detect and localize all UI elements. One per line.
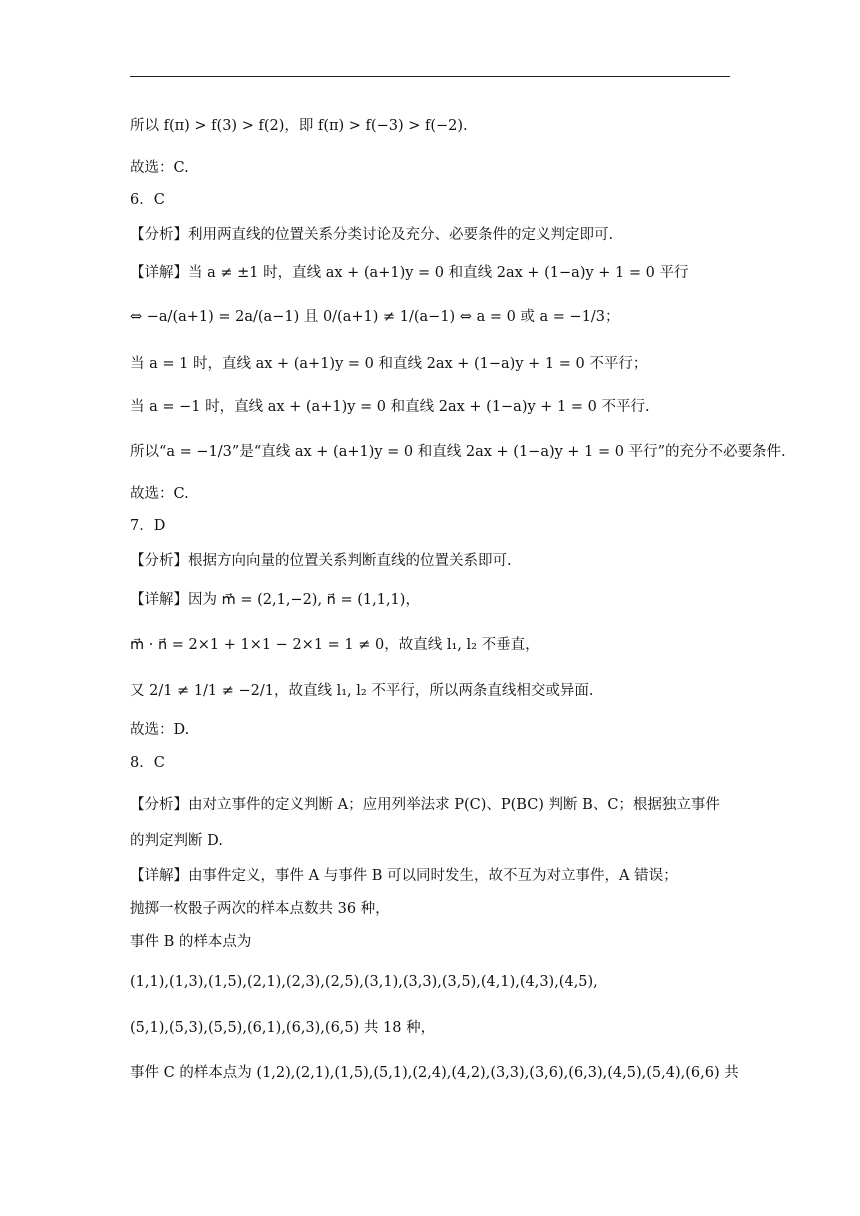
analysis-line: 的判定判断 D. — [130, 833, 223, 849]
sample-points-line: (1,1),(1,3),(1,5),(2,1),(2,3),(2,5),(3,1),(3,3),(3,5),(4,1),(4,3),(4,5), — [130, 974, 598, 990]
text-line: 所以“a = −1/3”是“直线 ax + (a+1)y = 0 和直线 2ax + (1−a)y + 1 = 0 平行”的充分不必要条件. — [130, 444, 786, 460]
question-number: 8．C — [130, 755, 165, 771]
detail-line: 【详解】当 a ≠ ±1 时，直线 ax + (a+1)y = 0 和直线 2ax + (1−a)y + 1 = 0 平行 — [130, 265, 689, 281]
detail-line: 【详解】因为 m⃗ = (2,1,−2), n⃗ = (1,1,1)， — [130, 592, 420, 608]
header-rule — [130, 76, 730, 77]
analysis-line: 【分析】利用两直线的位置关系分类讨论及充分、必要条件的定义判定即可. — [130, 227, 614, 243]
text-line: m⃗ · n⃗ = 2×1 + 1×1 − 2×1 = 1 ≠ 0，故直线 l₁, l₂ 不垂直， — [130, 637, 540, 653]
text-line: 当 a = −1 时，直线 ax + (a+1)y = 0 和直线 2ax + (1−a)y + 1 = 0 不平行. — [130, 399, 650, 415]
text-line: 所以 f(π) > f(3) > f(2)，即 f(π) > f(−3) > f(−2). — [130, 118, 468, 134]
text-line: ⇔ −a/(a+1) = 2a/(a−1) 且 0/(a+1) ≠ 1/(a−1) ⇔ a = 0 或 a = −1/3； — [130, 309, 620, 325]
sample-points-line: 事件 C 的样本点为 (1,2),(2,1),(1,5),(5,1),(2,4),(4,2),(3,3),(3,6),(6,3),(4,5),(5,4),(6,6) 共 — [130, 1065, 739, 1081]
text-line: 故选：C. — [130, 160, 189, 176]
text-line: 当 a = 1 时，直线 ax + (a+1)y = 0 和直线 2ax + (1−a)y + 1 = 0 不平行； — [130, 356, 648, 372]
analysis-line: 【分析】根据方向向量的位置关系判断直线的位置关系即可. — [130, 553, 512, 569]
question-number: 6．C — [130, 192, 165, 208]
text-line: 抛掷一枚骰子两次的样本点数共 36 种， — [130, 901, 390, 917]
text-line: 故选：C. — [130, 486, 189, 502]
analysis-line: 【分析】由对立事件的定义判断 A；应用列举法求 P(C)、P(BC) 判断 B、C；根据独立事件 — [130, 797, 720, 813]
sample-points-line: (5,1),(5,3),(5,5),(6,1),(6,3),(6,5) 共 18 种， — [130, 1020, 436, 1036]
text-line: 又 2/1 ≠ 1/1 ≠ −2/1，故直线 l₁, l₂ 不平行，所以两条直线相交或异面. — [130, 683, 594, 699]
text-line: 故选：D. — [130, 722, 190, 738]
text-line: 事件 B 的样本点为 — [130, 934, 252, 950]
question-number: 7．D — [130, 518, 166, 534]
detail-line: 【详解】由事件定义，事件 A 与事件 B 可以同时发生，故不互为对立事件，A 错误； — [130, 868, 678, 884]
